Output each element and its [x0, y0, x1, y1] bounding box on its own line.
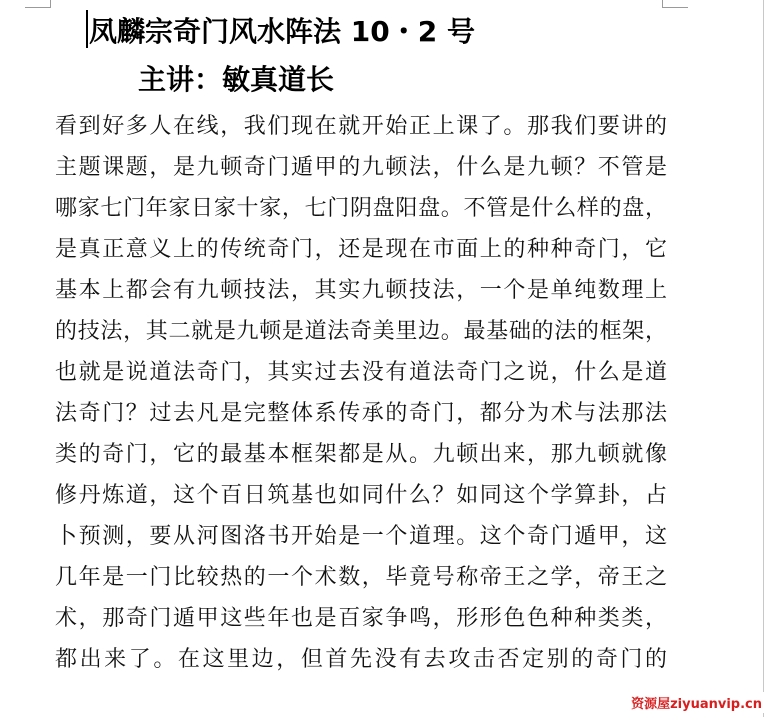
crop-mark-top-left-vertical [50, 0, 51, 8]
text-line: 也就是说道法奇门，其实过去没有道法奇门之说，什么是道 [55, 360, 667, 385]
document-title[interactable]: 凤麟宗奇门风水阵法 10・2 号 [89, 15, 475, 48]
text-line: 哪家七门年家日家十家，七门阴盘阳盘。不管是什么样的盘， [55, 196, 667, 221]
crop-mark-top-left [25, 7, 51, 8]
text-line: 基本上都会有九顿技法，其实九顿技法，一个是单纯数理上 [55, 278, 667, 303]
page-edge-rule [763, 0, 764, 717]
text-line: 类的奇门，它的最基本框架都是从。九顿出来，那九顿就像 [55, 442, 667, 467]
text-line: 都出来了。在这里边，但首先没有去攻击否定别的奇门的 [55, 647, 667, 672]
text-line: 是真正意义上的传统奇门，还是现在市面上的种种奇门，它 [55, 237, 667, 262]
text-line: 卜预测，要从河图洛书开始是一个道理。这个奇门遁甲，这 [55, 524, 667, 549]
text-line: 几年是一门比较热的一个术数，毕竟号称帝王之学，帝王之 [55, 565, 667, 590]
crop-mark-top-right [662, 7, 688, 8]
text-line: 修丹炼道，这个百日筑基也如同什么？如同这个学算卦，占 [55, 483, 667, 508]
text-cursor [86, 10, 88, 48]
body-text[interactable] [55, 106, 667, 680]
document-subtitle[interactable]: 主讲：敏真道长 [138, 63, 335, 96]
text-line: 看到好多人在线，我们现在就开始正上课了。那我们要讲的 [55, 114, 667, 139]
watermark-label: 资源屋ziyuanvip.cn [628, 692, 765, 713]
text-line: 法奇门？过去凡是完整体系传承的奇门，都分为术与法那法 [55, 401, 667, 426]
text-line: 术，那奇门遁甲这些年也是百家争鸣，形形色色种种类类， [55, 606, 667, 631]
text-line: 的技法，其二就是九顿是道法奇美里边。最基础的法的框架， [55, 319, 667, 344]
text-line: 主题课题，是九顿奇门遁甲的九顿法，什么是九顿？不管是 [55, 155, 667, 180]
crop-mark-top-right-vertical [662, 0, 663, 8]
